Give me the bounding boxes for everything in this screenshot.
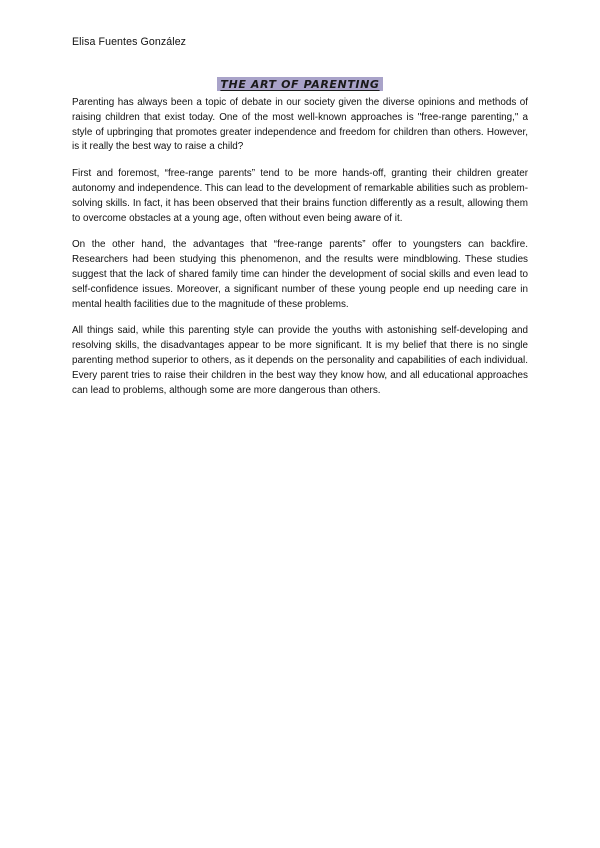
document-body [72, 96, 528, 410]
author-name: Elisa Fuentes González [72, 36, 187, 48]
paragraph-introduction: Parenting has always been a topic of debate in our society given the diverse opinions and methods of raising children that exist today. One of the most well-known approaches is "free-range parenting," a style of upbringing that promotes greater independence and freedom for children than others. However, is it really the best way to raise a child? [72, 97, 528, 153]
title-container [0, 75, 600, 93]
paragraph-conclusion: All things said, while this parenting style can provide the youths with astonishing self-developing and resolving skills, the disadvantages appear to be more significant. It is my belief that there is no single parenting method superior to others, as it depends on the personality and capabilities of each individual. Every parent tries to raise their children in the best way they know how, and all educational approaches can lead to problems, although some are more dangerous than others. [72, 325, 528, 396]
document-title: THE ART OF PARENTING [217, 77, 382, 91]
paragraph-disadvantages: On the other hand, the advantages that “free-range parents” offer to youngsters can backfire. Researchers had been studying this phenomenon, and the results were mindblowing. These studies suggest that the lack of shared family time can hinder the development of social skills and even lead to self-confidence issues. Moreover, a significant number of these young people end up needing care in mental health facilities due to the magnitude of these problems. [72, 239, 528, 310]
paragraph-advantages: First and foremost, “free-range parents” tend to be more hands-off, granting their children greater autonomy and independence. This can lead to the development of remarkable abilities such as problem-solving skills. In fact, it has been observed that their brains function differently as a result, allowing them to overcome obstacles at a young age, often without even being aware of it. [72, 168, 528, 224]
